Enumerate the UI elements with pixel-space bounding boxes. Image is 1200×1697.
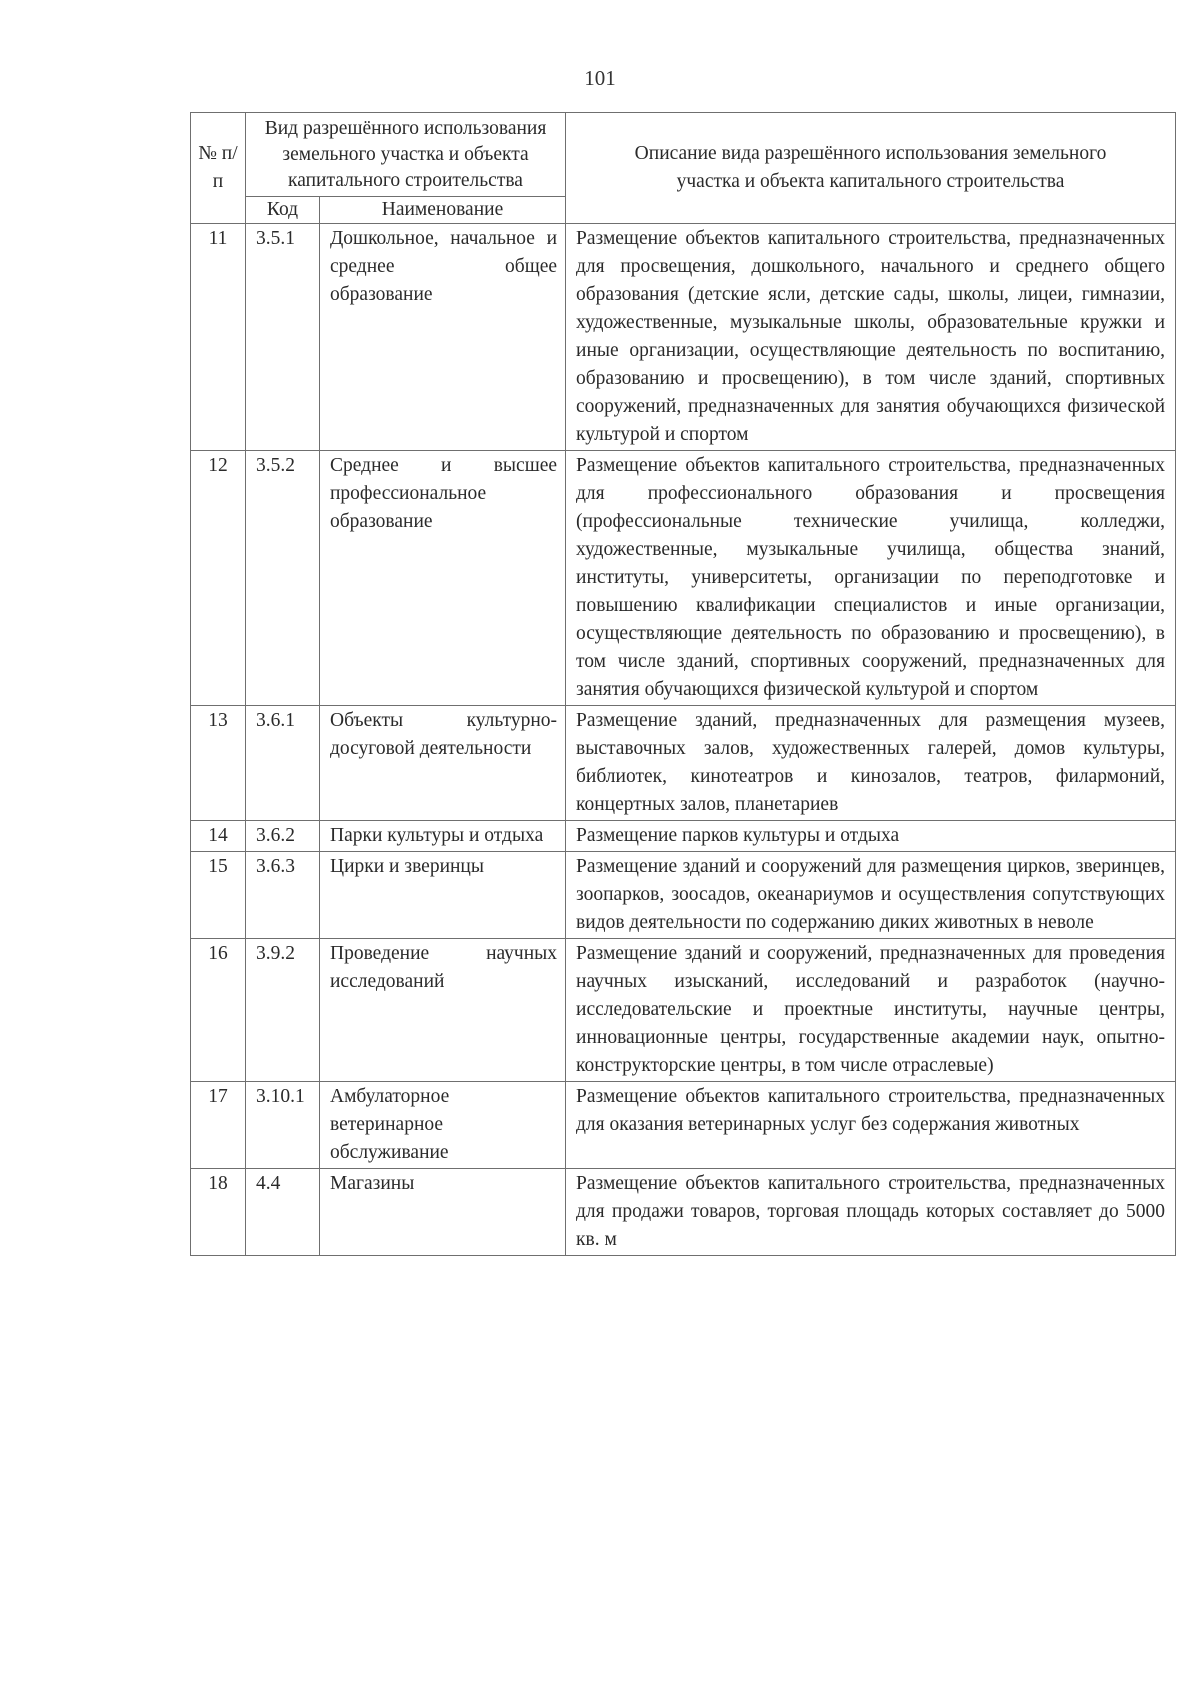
row-code: 4.4 xyxy=(246,1169,320,1256)
row-name: Амбулаторное ветеринарное обслуживание xyxy=(320,1082,566,1169)
row-description: Размещение объектов капитального строительства, предназначенных для оказания ветеринарных услуг без содержания животных xyxy=(566,1082,1176,1169)
row-code: 3.6.3 xyxy=(246,852,320,939)
row-code: 3.6.2 xyxy=(246,821,320,852)
row-number: 12 xyxy=(191,451,246,706)
row-code: 3.10.1 xyxy=(246,1082,320,1169)
row-description: Размещение зданий и сооружений, предназначенных для проведения научных изысканий, исследований и разработок (научно-исследовательские и проектные институты, научные центры, инновационные центры, государственные академии наук, опытно-конструкторские центры, в том числе отраслевые) xyxy=(566,939,1176,1082)
row-number: 17 xyxy=(191,1082,246,1169)
header-number: № п/п xyxy=(191,113,246,224)
header-name: Наименование xyxy=(320,197,566,224)
row-name: Цирки и зверинцы xyxy=(320,852,566,939)
row-code: 3.5.2 xyxy=(246,451,320,706)
row-description: Размещение зданий, предназначенных для размещения музеев, выставочных залов, художественных галерей, домов культуры, библиотек, кинотеатров и кинозалов, театров, филармоний, концертных залов, планетариев xyxy=(566,706,1176,821)
row-description: Размещение объектов капитального строительства, предназначенных для просвещения, дошкольного, начального и среднего общего образования (детские ясли, детские сады, школы, лицеи, гимназии, художественные, музыкальные школы, образовательные кружки и иные организации, осуществляющие деятельность по воспитанию, образованию и просвещению), в том числе зданий, спортивных сооружений, предназначенных для занятия обучающихся физической культурой и спортом xyxy=(566,224,1176,451)
permitted-use-table xyxy=(190,112,1176,1256)
row-description: Размещение объектов капитального строительства, предназначенных для продажи товаров, торговая площадь которых составляет до 5000 кв. м xyxy=(566,1169,1176,1256)
table-row xyxy=(191,939,1176,1082)
row-description: Размещение зданий и сооружений для размещения цирков, зверинцев, зоопарков, зоосадов, океанариумов и осуществления сопутствующих видов деятельности по содержанию диких животных в неволе xyxy=(566,852,1176,939)
row-name: Дошкольное, начальное и среднее общее образование xyxy=(320,224,566,451)
row-name: Магазины xyxy=(320,1169,566,1256)
table-row xyxy=(191,706,1176,821)
row-name: Среднее и высшее профессиональное образование xyxy=(320,451,566,706)
table-row xyxy=(191,1169,1176,1256)
header-description: Описание вида разрешённого использования земельного участка и объекта капитального строительства xyxy=(566,113,1176,224)
row-name: Проведение научных исследований xyxy=(320,939,566,1082)
table-row xyxy=(191,852,1176,939)
row-name: Парки культуры и отдыха xyxy=(320,821,566,852)
row-description: Размещение объектов капитального строительства, предназначенных для профессионального образования и просвещения (профессиональные технические училища, колледжи, художественные, музыкальные училища, общества знаний, институты, университеты, организации по переподготовке и повышению квалификации специалистов и иные организации, осуществляющие деятельность по образованию и просвещению), в том числе зданий, спортивных сооружений, предназначенных для занятия обучающихся физической культурой и спортом xyxy=(566,451,1176,706)
row-code: 3.9.2 xyxy=(246,939,320,1082)
row-number: 13 xyxy=(191,706,246,821)
row-number: 11 xyxy=(191,224,246,451)
header-permitted-use-group: Вид разрешённого использования земельного участка и объекта капитального строительства xyxy=(246,113,566,197)
table-header xyxy=(191,113,1176,224)
table-body xyxy=(191,224,1176,1256)
row-code: 3.5.1 xyxy=(246,224,320,451)
table-row xyxy=(191,821,1176,852)
row-number: 14 xyxy=(191,821,246,852)
page-number: 101 xyxy=(584,66,616,90)
table-row xyxy=(191,1082,1176,1169)
row-description: Размещение парков культуры и отдыха xyxy=(566,821,1176,852)
row-number: 18 xyxy=(191,1169,246,1256)
row-number: 16 xyxy=(191,939,246,1082)
row-code: 3.6.1 xyxy=(246,706,320,821)
row-number: 15 xyxy=(191,852,246,939)
table-row xyxy=(191,224,1176,451)
row-name: Объекты культурно-досуговой деятельности xyxy=(320,706,566,821)
table-row xyxy=(191,451,1176,706)
header-code: Код xyxy=(246,197,320,224)
